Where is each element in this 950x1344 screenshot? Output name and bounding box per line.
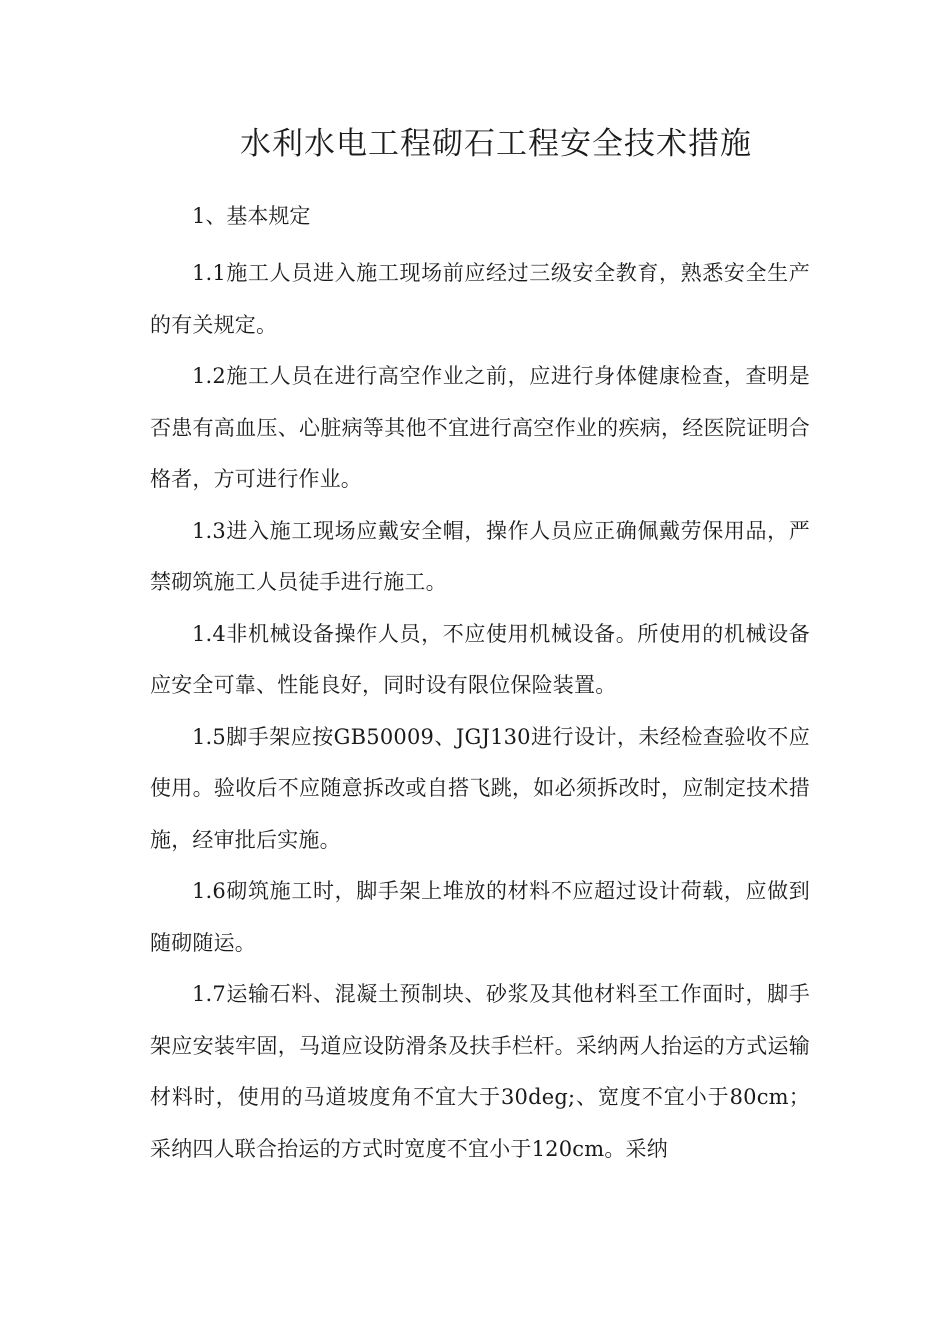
paragraph-1-6: 1.6砌筑施工时，脚手架上堆放的材料不应超过设计荷载，应做到随砌随运。 xyxy=(150,879,810,955)
document-title: 水利水电工程砌石工程安全技术措施 xyxy=(240,126,752,162)
paragraph-1-1: 1.1施工人员进入施工现场前应经过三级安全教育，熟悉安全生产的有关规定。 xyxy=(150,261,810,337)
paragraph-1-4: 1.4非机械设备操作人员，不应使用机械设备。所使用的机械设备应安全可靠、性能良好，同时设有限位保险装置。 xyxy=(150,621,810,697)
document-body xyxy=(150,196,810,1175)
section-heading: 1、基本规定 xyxy=(192,204,311,228)
paragraph-1-2: 1.2施工人员在进行高空作业之前，应进行身体健康检查，查明是否患有高血压、心脏病等其他不宜进行高空作业的疾病，经医院证明合格者，方可进行作业。 xyxy=(150,364,810,491)
paragraph-1-3: 1.3进入施工现场应戴安全帽，操作人员应正确佩戴劳保用品，严禁砌筑施工人员徒手进行施工。 xyxy=(150,518,810,594)
paragraph-1-5: 1.5脚手架应按GB50009、JGJ130进行设计，未经检查验收不应使用。验收后不应随意拆改或自搭飞跳，如必须拆改时，应制定技术措施，经审批后实施。 xyxy=(150,724,810,852)
paragraph-1-7: 1.7运输石料、混凝土预制块、砂浆及其他材料至工作面时，脚手架应安装牢固，马道应设防滑条及扶手栏杆。采纳两人抬运的方式运输材料时，使用的马道坡度角不宜大于30deg;、宽度不宜小于80cm；采纳四人联合抬运的方式时宽度不宜小于120cm。采纳 xyxy=(150,982,810,1161)
